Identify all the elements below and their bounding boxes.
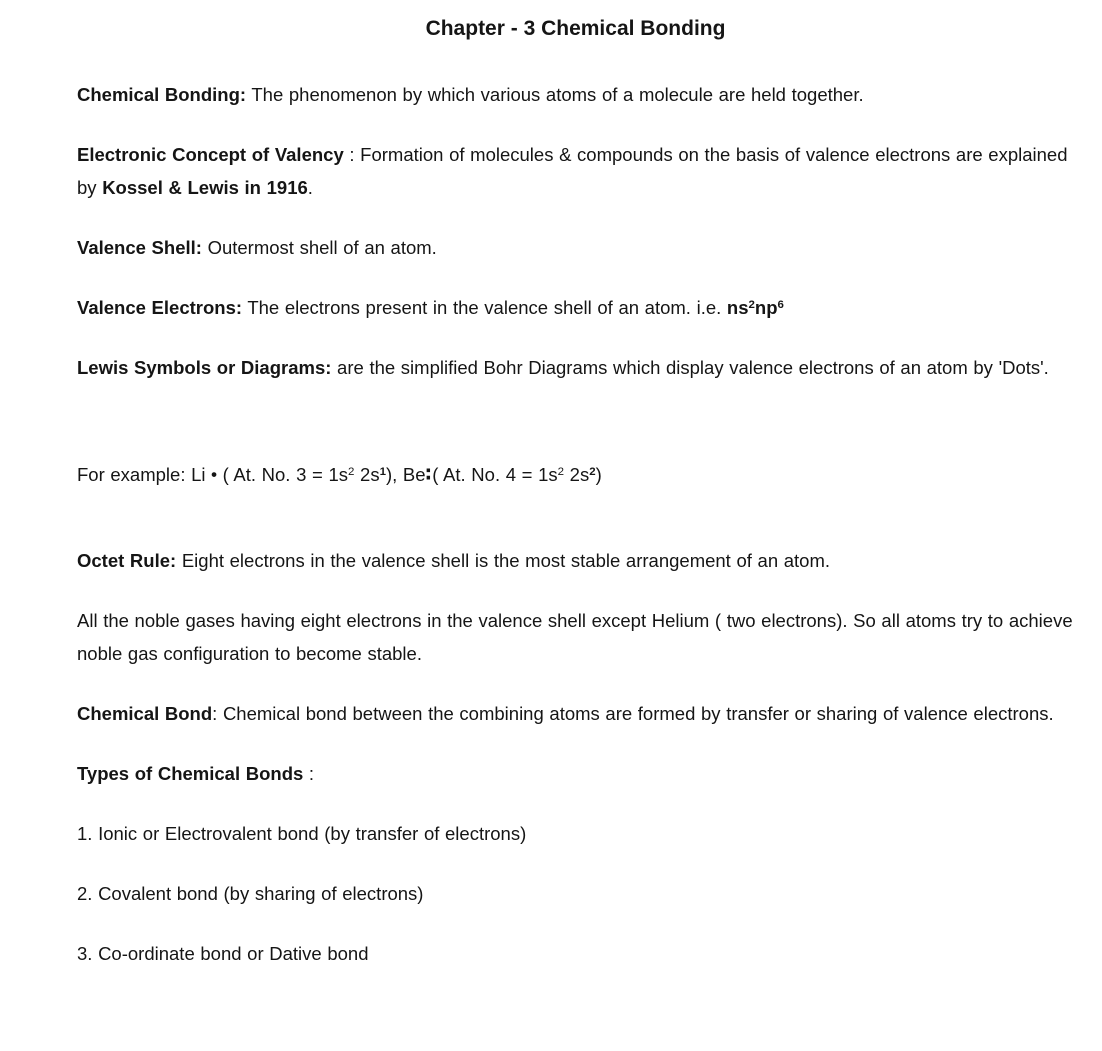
superscript: 2 [748, 299, 755, 312]
types-of-chemical-bonds-heading [77, 757, 1074, 790]
superscript: 1 [379, 466, 386, 479]
text-run: ( At. No. 4 = 1s [432, 464, 558, 485]
text-run: For example: Li [77, 464, 212, 485]
text-run: ), Be [385, 464, 426, 485]
text-run: Outermost shell of an atom. [201, 237, 437, 258]
bold-text-run: Octet Rule: [77, 550, 177, 571]
text-run: The electrons present in the valence shell of an atom. i.e. [242, 297, 727, 318]
superscript: 6 [777, 299, 784, 312]
definition-chemical-bonding [77, 78, 1074, 111]
text-run: are the simplified Bohr Diagrams which display valence electrons of an atom by 'Dots'. [331, 357, 1049, 378]
beryllium-electron-dots-icon: ∶ [425, 463, 433, 486]
text-run: : Chemical bond between the combining atoms are formed by transfer or sharing of valence electrons. [212, 703, 1054, 724]
definition-chemical-bond [77, 697, 1074, 730]
document-content [77, 78, 1074, 970]
definition-lewis-symbols [77, 351, 1074, 384]
bold-text-run: ns [726, 297, 749, 318]
text-run: : Formation of molecules & compounds on the basis of valence electrons are explained by [77, 144, 1068, 198]
bold-text-run: Valence Shell: [77, 237, 202, 258]
superscript: 2 [589, 466, 596, 479]
text-run: : [303, 763, 315, 784]
example-lewis-symbols [77, 458, 1074, 492]
bold-text-run: Types of Chemical Bonds [77, 763, 304, 784]
bond-type-ionic [77, 817, 1074, 850]
text-run: ( At. No. 3 = 1s [216, 464, 348, 485]
definition-octet-rule [77, 544, 1074, 577]
text-run: 1. Ionic or Electrovalent bond (by transfer of electrons) [77, 823, 527, 844]
text-run: 2. Covalent bond (by sharing of electrons) [77, 883, 424, 904]
text-run: 3. Co-ordinate bond or Dative bond [77, 943, 369, 964]
bold-text-run: Kossel & Lewis in 1916 [102, 177, 308, 198]
bold-text-run: Electronic Concept of Valency [77, 144, 344, 165]
definition-electronic-concept-of-valency [77, 138, 1074, 204]
lithium-electron-dot-icon: • [211, 465, 217, 484]
page-title: Chapter - 3 Chemical Bonding [425, 17, 726, 40]
text-run: ) [595, 464, 602, 485]
text-run: 2s [564, 464, 590, 485]
bond-type-coordinate [77, 937, 1074, 970]
text-run: Eight electrons in the valence shell is the most stable arrangement of an atom. [176, 550, 831, 571]
definition-valence-electrons [77, 291, 1074, 324]
superscript: 2 [557, 466, 565, 479]
superscript: 2 [348, 466, 355, 479]
bold-text-run: Chemical Bond [77, 703, 213, 724]
definition-valence-shell [77, 231, 1074, 264]
bold-text-run: np [754, 297, 778, 318]
text-run: 2s [354, 464, 380, 485]
bold-text-run: Valence Electrons: [77, 297, 243, 318]
bond-type-covalent [77, 877, 1074, 910]
bold-text-run: Lewis Symbols or Diagrams: [77, 357, 332, 378]
text-run: The phenomenon by which various atoms of a molecule are held together. [246, 84, 864, 105]
text-run: . [307, 177, 313, 198]
text-run: All the noble gases having eight electrons in the valence shell except Helium ( two electrons). So all atoms try to achieve noble gas configuration to become stable. [77, 610, 1073, 664]
octet-rule-note [77, 604, 1074, 670]
bold-text-run: Chemical Bonding: [77, 84, 247, 105]
